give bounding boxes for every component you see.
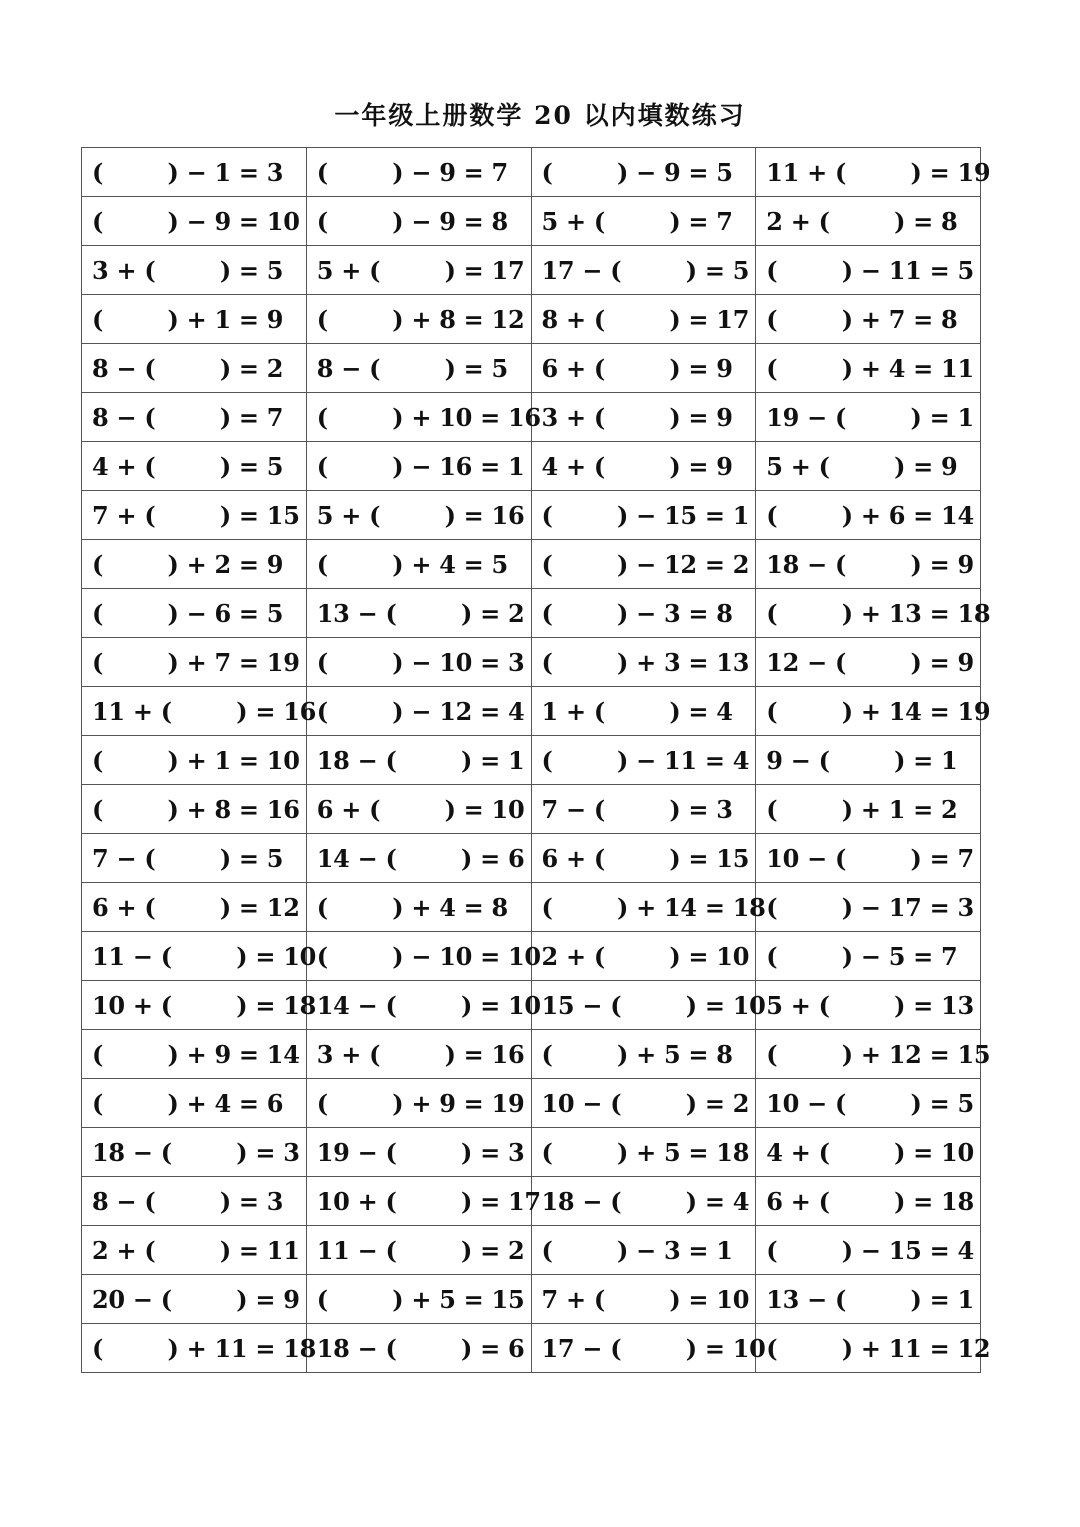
equation-cell: 4 + ( ) = 9 [531,442,756,491]
equation-cell: ( ) + 1 = 2 [756,785,981,834]
equation-cell: ( ) + 4 = 8 [306,883,531,932]
table-row [82,589,981,638]
equation-cell: 3 + ( ) = 16 [306,1030,531,1079]
equation-cell: 3 + ( ) = 5 [82,246,307,295]
table-row [82,834,981,883]
equation-cell: 6 + ( ) = 12 [82,883,307,932]
equation-cell: 10 + ( ) = 18 [82,981,307,1030]
equation-cell: ( ) + 9 = 14 [82,1030,307,1079]
equation-cell: ( ) − 9 = 5 [531,148,756,197]
equation-cell: 2 + ( ) = 10 [531,932,756,981]
equation-cell: 11 − ( ) = 10 [82,932,307,981]
equation-cell: 11 + ( ) = 16 [82,687,307,736]
equation-cell: ( ) − 12 = 2 [531,540,756,589]
equation-cell: 13 − ( ) = 2 [306,589,531,638]
equation-cell: ( ) + 5 = 18 [531,1128,756,1177]
equation-cell: 18 − ( ) = 1 [306,736,531,785]
equation-cell: ( ) + 4 = 5 [306,540,531,589]
equation-cell: ( ) − 11 = 4 [531,736,756,785]
equation-cell: 10 − ( ) = 2 [531,1079,756,1128]
equation-cell: ( ) − 9 = 10 [82,197,307,246]
equation-cell: 14 − ( ) = 6 [306,834,531,883]
equation-cell: ( ) + 3 = 13 [531,638,756,687]
equation-cell: ( ) + 6 = 14 [756,491,981,540]
table-row [82,638,981,687]
equation-cell: 18 − ( ) = 3 [82,1128,307,1177]
equation-cell: 8 + ( ) = 17 [531,295,756,344]
table-row [82,932,981,981]
equation-cell: 6 + ( ) = 9 [531,344,756,393]
equation-cell: 4 + ( ) = 10 [756,1128,981,1177]
exercise-table-body [82,148,991,1373]
equation-cell: ( ) + 4 = 6 [82,1079,307,1128]
equation-cell: 7 + ( ) = 15 [82,491,307,540]
equation-cell: 15 − ( ) = 10 [531,981,756,1030]
equation-cell: 18 − ( ) = 9 [756,540,981,589]
equation-cell: 1 + ( ) = 4 [531,687,756,736]
equation-cell: ( ) − 15 = 1 [531,491,756,540]
equation-cell: ( ) + 1 = 9 [82,295,307,344]
equation-cell: 19 − ( ) = 3 [306,1128,531,1177]
exercise-table [81,147,991,1373]
equation-cell: ( ) − 11 = 5 [756,246,981,295]
equation-cell: 5 + ( ) = 13 [756,981,981,1030]
equation-cell: ( ) − 12 = 4 [306,687,531,736]
table-row [82,344,981,393]
equation-cell: 5 + ( ) = 9 [756,442,981,491]
equation-cell: ( ) + 9 = 19 [306,1079,531,1128]
equation-cell: ( ) + 12 = 15 [756,1030,981,1079]
equation-cell: 11 + ( ) = 19 [756,148,981,197]
equation-cell: 17 − ( ) = 10 [531,1324,756,1373]
table-row [82,736,981,785]
equation-cell: ( ) − 3 = 8 [531,589,756,638]
table-row [82,1079,981,1128]
equation-cell: 5 + ( ) = 7 [531,197,756,246]
equation-cell: ( ) − 15 = 4 [756,1226,981,1275]
equation-cell: ( ) + 14 = 18 [531,883,756,932]
equation-cell: ( ) − 17 = 3 [756,883,981,932]
equation-cell: 7 − ( ) = 5 [82,834,307,883]
equation-cell: ( ) − 16 = 1 [306,442,531,491]
table-row [82,393,981,442]
table-row [82,148,981,197]
equation-cell: 9 − ( ) = 1 [756,736,981,785]
equation-cell: ( ) + 10 = 16 [306,393,531,442]
equation-cell: ( ) + 8 = 12 [306,295,531,344]
equation-cell: 7 + ( ) = 10 [531,1275,756,1324]
table-row [82,1324,981,1373]
equation-cell: 5 + ( ) = 17 [306,246,531,295]
equation-cell: ( ) + 5 = 8 [531,1030,756,1079]
table-row [82,1177,981,1226]
equation-cell: ( ) + 13 = 18 [756,589,981,638]
equation-cell: 19 − ( ) = 1 [756,393,981,442]
equation-cell: 18 − ( ) = 4 [531,1177,756,1226]
equation-cell: ( ) − 1 = 3 [82,148,307,197]
equation-cell: ( ) − 9 = 7 [306,148,531,197]
equation-cell: 3 + ( ) = 9 [531,393,756,442]
equation-cell: ( ) − 3 = 1 [531,1226,756,1275]
equation-cell: 6 + ( ) = 10 [306,785,531,834]
table-row [82,491,981,540]
equation-cell: 2 + ( ) = 11 [82,1226,307,1275]
equation-cell: ( ) + 11 = 18 [82,1324,307,1373]
equation-cell: 6 + ( ) = 15 [531,834,756,883]
equation-cell: 13 − ( ) = 1 [756,1275,981,1324]
equation-cell: 2 + ( ) = 8 [756,197,981,246]
equation-cell: ( ) + 7 = 19 [82,638,307,687]
equation-cell: 17 − ( ) = 5 [531,246,756,295]
equation-cell: ( ) − 10 = 10 [306,932,531,981]
equation-cell: ( ) + 5 = 15 [306,1275,531,1324]
equation-cell: ( ) − 10 = 3 [306,638,531,687]
equation-cell: ( ) + 2 = 9 [82,540,307,589]
equation-cell: 12 − ( ) = 9 [756,638,981,687]
equation-cell: 11 − ( ) = 2 [306,1226,531,1275]
equation-cell: ( ) + 8 = 16 [82,785,307,834]
table-row [82,540,981,589]
equation-cell: ( ) + 4 = 11 [756,344,981,393]
equation-cell: 10 − ( ) = 5 [756,1079,981,1128]
table-row [82,1128,981,1177]
equation-cell: 5 + ( ) = 16 [306,491,531,540]
equation-cell: 10 − ( ) = 7 [756,834,981,883]
equation-cell: ( ) + 7 = 8 [756,295,981,344]
table-row [82,883,981,932]
equation-cell: 20 − ( ) = 9 [82,1275,307,1324]
equation-cell: ( ) + 11 = 12 [756,1324,981,1373]
table-row [82,295,981,344]
table-row [82,442,981,491]
equation-cell: ( ) − 9 = 8 [306,197,531,246]
equation-cell: ( ) − 6 = 5 [82,589,307,638]
equation-cell: 8 − ( ) = 3 [82,1177,307,1226]
equation-cell: 10 + ( ) = 17 [306,1177,531,1226]
table-row [82,246,981,295]
table-row [82,981,981,1030]
equation-cell: ( ) − 5 = 7 [756,932,981,981]
table-row [82,687,981,736]
equation-cell: 14 − ( ) = 10 [306,981,531,1030]
table-row [82,1226,981,1275]
table-row [82,1275,981,1324]
equation-cell: 7 − ( ) = 3 [531,785,756,834]
equation-cell: 8 − ( ) = 2 [82,344,307,393]
table-row [82,197,981,246]
equation-cell: 6 + ( ) = 18 [756,1177,981,1226]
table-row [82,1030,981,1079]
equation-cell: 18 − ( ) = 6 [306,1324,531,1373]
equation-cell: ( ) + 14 = 19 [756,687,981,736]
equation-cell: 4 + ( ) = 5 [82,442,307,491]
equation-cell: ( ) + 1 = 10 [82,736,307,785]
equation-cell: 8 − ( ) = 7 [82,393,307,442]
equation-cell: 8 − ( ) = 5 [306,344,531,393]
worksheet-title: 一年级上册数学 20 以内填数练习 [334,101,746,130]
table-row [82,785,981,834]
